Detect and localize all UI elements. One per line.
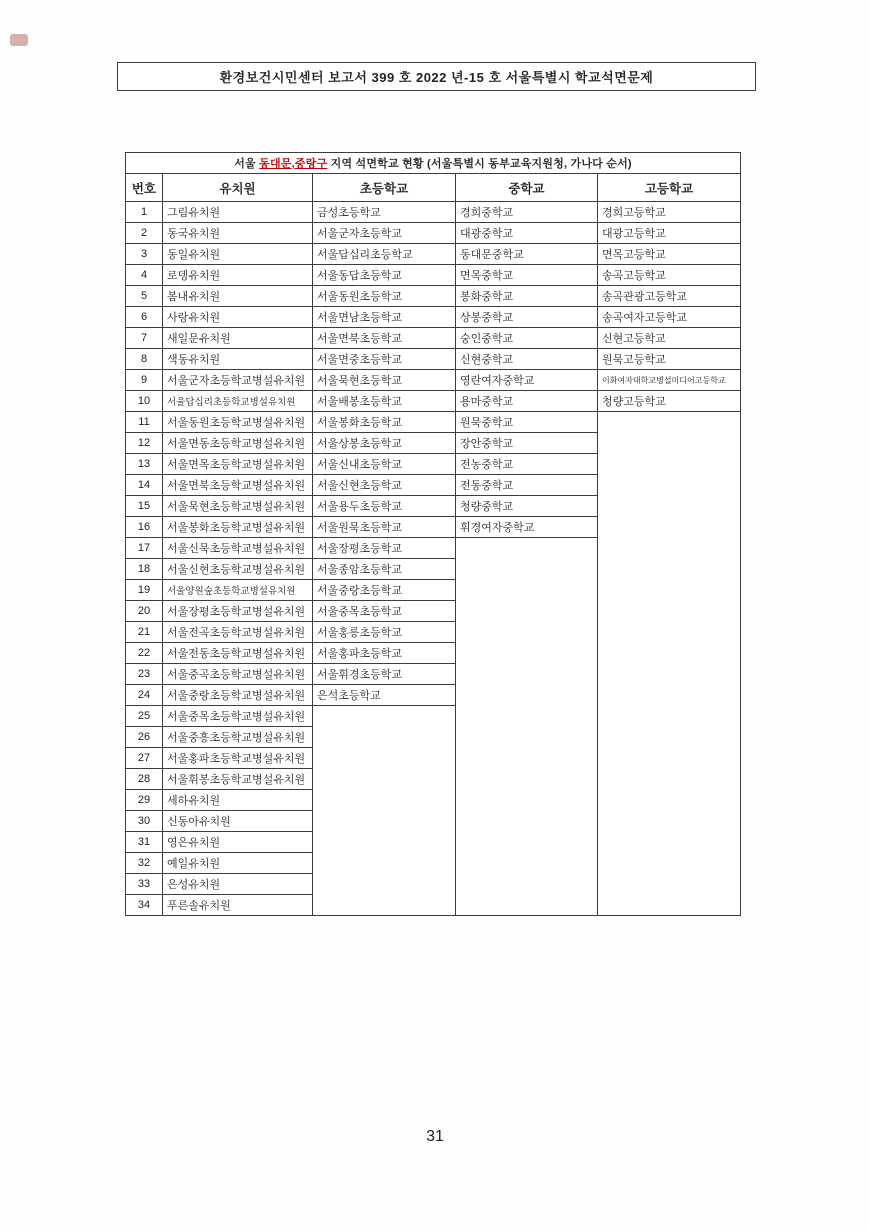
row-number: 15	[126, 496, 163, 517]
row-number: 26	[126, 727, 163, 748]
empty-high-region	[598, 412, 741, 916]
empty-elementary-region	[313, 706, 456, 916]
cell-elementary: 서울중목초등학교	[313, 601, 456, 622]
row-number: 17	[126, 538, 163, 559]
table-row	[126, 391, 741, 412]
table-title-prefix: 서울	[234, 158, 260, 170]
row-number: 9	[126, 370, 163, 391]
cell-middle: 대광중학교	[456, 223, 598, 244]
table-row	[126, 223, 741, 244]
cell-kindergarten: 그림유치원	[163, 202, 313, 223]
cell-middle: 전동중학교	[456, 475, 598, 496]
cell-kindergarten: 서울전곡초등학교병설유치원	[163, 622, 313, 643]
row-number: 12	[126, 433, 163, 454]
row-number: 4	[126, 265, 163, 286]
row-number: 14	[126, 475, 163, 496]
cell-elementary: 서울군자초등학교	[313, 223, 456, 244]
cell-kindergarten: 서울홍파초등학교병설유치원	[163, 748, 313, 769]
row-number: 16	[126, 517, 163, 538]
cell-kindergarten: 서울동원초등학교병설유치원	[163, 412, 313, 433]
cell-middle: 신현중학교	[456, 349, 598, 370]
cell-elementary: 서울동원초등학교	[313, 286, 456, 307]
cell-elementary: 금성초등학교	[313, 202, 456, 223]
empty-middle-region	[456, 538, 598, 916]
cell-elementary: 서울용두초등학교	[313, 496, 456, 517]
cell-middle: 휘경여자중학교	[456, 517, 598, 538]
cell-elementary: 서울중랑초등학교	[313, 580, 456, 601]
cell-high: 경희고등학교	[598, 202, 741, 223]
table-row	[126, 328, 741, 349]
table-title	[126, 153, 741, 174]
cell-kindergarten: 서울장평초등학교병설유치원	[163, 601, 313, 622]
row-number: 23	[126, 664, 163, 685]
cell-kindergarten: 동일유치원	[163, 244, 313, 265]
cell-middle: 경희중학교	[456, 202, 598, 223]
table-row	[126, 349, 741, 370]
table-row	[126, 265, 741, 286]
cell-kindergarten: 서울양원숲초등학교병설유치원	[163, 580, 313, 601]
cell-kindergarten: 색동유치원	[163, 349, 313, 370]
asbestos-school-table	[125, 152, 741, 916]
table-row	[126, 286, 741, 307]
row-number: 1	[126, 202, 163, 223]
cell-kindergarten: 푸른솔유치원	[163, 895, 313, 916]
cell-high: 청량고등학교	[598, 391, 741, 412]
row-number: 8	[126, 349, 163, 370]
cell-kindergarten: 서울휘봉초등학교병설유치원	[163, 769, 313, 790]
page-number: 31	[426, 1128, 444, 1145]
cell-elementary: 서울신현초등학교	[313, 475, 456, 496]
row-number: 31	[126, 832, 163, 853]
cell-middle: 전농중학교	[456, 454, 598, 475]
column-header-high: 고등학교	[598, 174, 741, 202]
row-number: 20	[126, 601, 163, 622]
cell-high: 대광고등학교	[598, 223, 741, 244]
table-row	[126, 412, 741, 433]
row-number: 24	[126, 685, 163, 706]
row-number: 27	[126, 748, 163, 769]
row-number: 13	[126, 454, 163, 475]
row-number: 11	[126, 412, 163, 433]
row-number: 22	[126, 643, 163, 664]
cell-middle: 봉화중학교	[456, 286, 598, 307]
cell-elementary: 서울면북초등학교	[313, 328, 456, 349]
cell-kindergarten: 서울전동초등학교병설유치원	[163, 643, 313, 664]
row-number: 10	[126, 391, 163, 412]
cell-high: 송곡여자고등학교	[598, 307, 741, 328]
table-body	[126, 202, 741, 916]
cell-elementary: 서울면중초등학교	[313, 349, 456, 370]
cell-elementary: 서울원묵초등학교	[313, 517, 456, 538]
cell-kindergarten: 은성유치원	[163, 874, 313, 895]
cell-kindergarten: 신동아유치원	[163, 811, 313, 832]
cell-elementary: 서울종암초등학교	[313, 559, 456, 580]
table-title-suffix: 지역 석면학교 현황 (서울특별시 동부교육지원청, 가나다 순서)	[327, 158, 632, 170]
cell-middle: 영란여자중학교	[456, 370, 598, 391]
cell-elementary: 서울동답초등학교	[313, 265, 456, 286]
cell-middle: 청량중학교	[456, 496, 598, 517]
report-header-box	[117, 62, 756, 91]
cell-elementary: 서울면남초등학교	[313, 307, 456, 328]
cell-kindergarten: 서울면목초등학교병설유치원	[163, 454, 313, 475]
cell-elementary: 서울배봉초등학교	[313, 391, 456, 412]
row-number: 2	[126, 223, 163, 244]
column-header-number: 번호	[126, 174, 163, 202]
cell-kindergarten: 서울중흥초등학교병설유치원	[163, 727, 313, 748]
table-title-row	[126, 153, 741, 174]
row-number: 6	[126, 307, 163, 328]
scan-artifact-mark	[10, 34, 28, 46]
table-row	[126, 244, 741, 265]
cell-high: 이화여자대학교병설미디어고등학교	[598, 370, 741, 391]
cell-elementary: 서울휘경초등학교	[313, 664, 456, 685]
row-number: 33	[126, 874, 163, 895]
table-title-district-highlight: 동대문,중랑구	[259, 158, 328, 170]
row-number: 30	[126, 811, 163, 832]
cell-kindergarten: 서울봉화초등학교병설유치원	[163, 517, 313, 538]
row-number: 3	[126, 244, 163, 265]
cell-elementary: 서울장평초등학교	[313, 538, 456, 559]
cell-elementary: 서울봉화초등학교	[313, 412, 456, 433]
cell-elementary: 서울상봉초등학교	[313, 433, 456, 454]
row-number: 34	[126, 895, 163, 916]
cell-high: 신현고등학교	[598, 328, 741, 349]
column-header-kindergarten: 유치원	[163, 174, 313, 202]
row-number: 7	[126, 328, 163, 349]
report-header-text: 환경보건시민센터 보고서 399 호 2022 년-15 호 서울특별시 학교석면문제	[219, 70, 654, 85]
cell-kindergarten: 서울답십리초등학교병설유치원	[163, 391, 313, 412]
cell-elementary: 서울답십리초등학교	[313, 244, 456, 265]
asbestos-school-table-wrap	[125, 152, 740, 916]
cell-kindergarten: 봄내유치원	[163, 286, 313, 307]
cell-kindergarten: 서울신현초등학교병설유치원	[163, 559, 313, 580]
cell-kindergarten: 사랑유치원	[163, 307, 313, 328]
cell-middle: 면목중학교	[456, 265, 598, 286]
cell-kindergarten: 서울중목초등학교병설유치원	[163, 706, 313, 727]
cell-kindergarten: 예일유치원	[163, 853, 313, 874]
table-row	[126, 202, 741, 223]
cell-elementary: 서울신내초등학교	[313, 454, 456, 475]
cell-kindergarten: 서울중랑초등학교병설유치원	[163, 685, 313, 706]
cell-kindergarten: 세하유치원	[163, 790, 313, 811]
row-number: 29	[126, 790, 163, 811]
row-number: 21	[126, 622, 163, 643]
cell-kindergarten: 영은유치원	[163, 832, 313, 853]
cell-kindergarten: 서울신묵초등학교병설유치원	[163, 538, 313, 559]
cell-high: 송곡고등학교	[598, 265, 741, 286]
row-number: 25	[126, 706, 163, 727]
table-row	[126, 370, 741, 391]
cell-kindergarten: 동국유치원	[163, 223, 313, 244]
cell-elementary: 은석초등학교	[313, 685, 456, 706]
cell-high: 원묵고등학교	[598, 349, 741, 370]
table-row	[126, 307, 741, 328]
cell-middle: 동대문중학교	[456, 244, 598, 265]
cell-kindergarten: 서울묵현초등학교병설유치원	[163, 496, 313, 517]
cell-kindergarten: 서울군자초등학교병설유치원	[163, 370, 313, 391]
row-number: 18	[126, 559, 163, 580]
table-header-row	[126, 174, 741, 202]
cell-middle: 장안중학교	[456, 433, 598, 454]
cell-kindergarten: 새일문유치원	[163, 328, 313, 349]
cell-kindergarten: 서울면북초등학교병설유치원	[163, 475, 313, 496]
cell-elementary: 서울홍파초등학교	[313, 643, 456, 664]
cell-middle: 원묵중학교	[456, 412, 598, 433]
cell-middle: 용마중학교	[456, 391, 598, 412]
row-number: 19	[126, 580, 163, 601]
row-number: 28	[126, 769, 163, 790]
row-number: 32	[126, 853, 163, 874]
column-header-elementary: 초등학교	[313, 174, 456, 202]
cell-high: 면목고등학교	[598, 244, 741, 265]
cell-kindergarten: 서울면동초등학교병설유치원	[163, 433, 313, 454]
column-header-middle: 중학교	[456, 174, 598, 202]
cell-middle: 숭인중학교	[456, 328, 598, 349]
cell-high: 송곡관광고등학교	[598, 286, 741, 307]
cell-elementary: 서울묵현초등학교	[313, 370, 456, 391]
cell-middle: 상봉중학교	[456, 307, 598, 328]
row-number: 5	[126, 286, 163, 307]
cell-kindergarten: 로뎅유치원	[163, 265, 313, 286]
cell-elementary: 서울홍릉초등학교	[313, 622, 456, 643]
cell-kindergarten: 서울중곡초등학교병설유치원	[163, 664, 313, 685]
